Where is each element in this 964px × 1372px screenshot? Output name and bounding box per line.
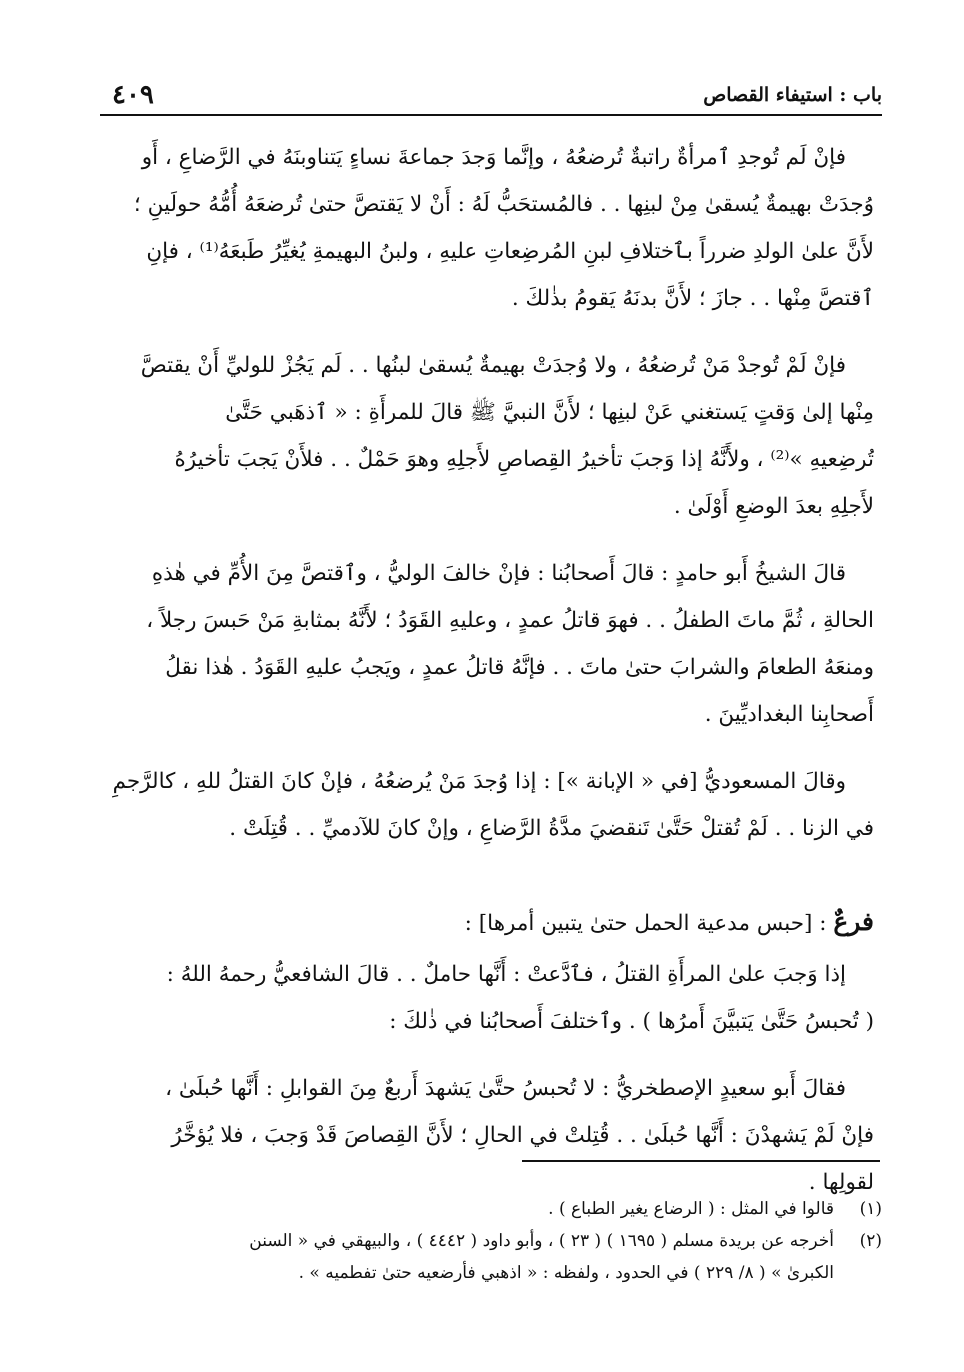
footnote-text-continued: الكبرىٰ » ( ٨/ ٢٢٩ ) في الحدود ، ولفظه : « اذهبي فأرضعيه حتىٰ تفطميه » .: [298, 1263, 834, 1283]
text-line: ٱقتصَّ مِنْها . . جازَ ؛ لأَنَّ بدنَهُ يَقومُ بذٰلكَ .: [511, 286, 874, 311]
text-line: إذا وَجبَ علىٰ المرأَةِ القتلُ ، فٱدَّعتْ : أَنَّها حاملٌ . . قالَ الشافعيُّ رحمهُ اللهُ :: [166, 962, 846, 987]
footnote-divider: [522, 1160, 880, 1162]
footnote-number: (١): [859, 1199, 882, 1219]
text-line: ومنعَهُ الطعامَ والشرابَ حتىٰ ماتَ . . فإنَّهُ قاتلُ عمدٍ ، ويَجبُ عليهِ القَوَدُ . هٰذا نقلُ: [165, 655, 874, 680]
footnote-1: [100, 1193, 882, 1225]
section-colon: :: [812, 911, 834, 936]
text-line: فإنْ لَمْ يَشهدْنَ : أَنَّها حُبلَىٰ . . قُتِلتْ في الحالِ ؛ لأَنَّ القِصاصَ قَدْ وَجبَ ، فلا يُؤخَّرُ: [171, 1123, 874, 1148]
footnote-text: أخرجه عن بريدة مسلم ( ١٦٩٥ ) ( ٢٣ ) ، وأبو داود ( ٤٤٤٢ ) ، والبيهقي في « السنن: [249, 1231, 834, 1251]
page-number: ٤٠٩: [112, 80, 154, 110]
section-gap: [100, 872, 874, 898]
text-line: أَصحابِنا البغداديِّينَ .: [704, 702, 874, 727]
text-line: ( تُحبسُ حَتَّىٰ يَتبيَّنَ أَمرُها ) . وٱختلفَ أَصحابُنا في ذٰلكَ :: [389, 1009, 874, 1034]
text-line: في الزنا . . لَمْ تُقتلْ حَتَّىٰ تَنقضيَ مدَّةُ الرَّضاعِ ، وإنْ كانَ للآدميِّ . . قُتِلَتْ .: [229, 816, 874, 841]
text-line: لقولِها .: [808, 1170, 874, 1195]
text-line: مِنْها إلىٰ وَقتٍ يَستغني عَنْ لبنِها ؛ لأَنَّ النبيَّ ﷺ قالَ للمرأَةِ : « ٱذهَبي حَتَّىٰ: [225, 400, 874, 425]
paragraph-2: [100, 342, 874, 530]
section-label: فرعٌ: [833, 907, 874, 936]
text-line: قالَ الشيخُ أَبو حامدٍ : قالَ أَصحابُنا : فإنْ خالفَ الوليُّ ، وٱقتصَّ مِنَ الأُمِّ في هٰذهِ: [151, 561, 846, 586]
paragraph-4: [100, 758, 874, 852]
text-line: لأَنَّ علىٰ الولدِ ضرراً بٱختلافِ لبنِ المُرضِعاتِ عليهِ ، ولبنُ البهيمةِ يُغيِّرُ طَبعَهُ⁽¹⁾ ، فإنِ: [146, 239, 874, 264]
text-line: وقالَ المسعوديُّ [في « الإبانة »] : إذا وُجدَ مَنْ يُرضعُهُ ، فإنْ كانَ القتلُ للهِ ، كالرَّجمِ: [112, 769, 846, 794]
footnotes: [100, 1193, 882, 1289]
paragraph-6: [100, 1065, 874, 1206]
text-line: فقالَ أَبو سعيدٍ الإصطخريُّ : لا تُحبسُ حتَّىٰ يَشهدَ أَربعٌ مِنَ القوابلِ : أَنَّها حُبلَىٰ ،: [165, 1076, 846, 1101]
section-heading: [100, 898, 874, 947]
text-line: وُجدَتْ بهيمةٌ يُسقىٰ مِنْ لبنِها . . فالمُستحَبُّ لَهُ : أَنْ لا يَقتصَّ حتىٰ تُرضعَهُ أُمُّهُ حولَينِ ؛: [133, 192, 874, 217]
paragraph-3: [100, 550, 874, 738]
section-title: [حبس مدعية الحمل حتىٰ يتبين أمرها] :: [464, 911, 813, 936]
footnote-2: [100, 1225, 882, 1257]
page-header: [100, 74, 882, 116]
text-line: لأَجلِهِ بعدَ الوضعِ أَوْلَىٰ .: [673, 494, 874, 519]
text-line: الحالةِ ، ثُمَّ ماتَ الطفلُ . . فهوَ قاتلُ عمدٍ ، وعليهِ القَوَدُ ؛ لأَنَّهُ بمثابةِ مَنْ حَبسَ رجلاً ،: [146, 608, 874, 633]
chapter-title: باب : استيفاء القصاص: [703, 84, 882, 106]
text-line: فإنْ لَمْ تُوجدْ مَنْ تُرضعُهُ ، ولا وُجدَتْ بهيمةٌ يُسقىٰ لبنُها . . لَم يَجُزْ للوليِّ أَنْ يقتصَّ: [140, 353, 846, 378]
text-line: تُرضِعيهِ »⁽²⁾ ، ولأَنَّهُ إذا وَجبَ تأخيرُ القِصاصِ لأَجلِهِ وهوَ حَمْلٌ . . فلأَنْ يَجبَ تأخيرُهُ: [174, 447, 874, 472]
paragraph-5: [100, 951, 874, 1045]
paragraph-1: [100, 134, 874, 322]
footnote-text: قالوا في المثل : ( الرضاع يغير الطباع ) .: [548, 1199, 834, 1219]
text-line: فإنْ لَم تُوجدِ ٱمرأةٌ راتبةٌ تُرضعُهُ ، وإنَّما وَجدَ جماعةَ نساءٍ يَتناوبنَهُ في الرَّضاعِ ، أَو: [141, 145, 846, 170]
footnote-number: (٢): [859, 1231, 882, 1251]
main-text: [100, 134, 874, 1226]
